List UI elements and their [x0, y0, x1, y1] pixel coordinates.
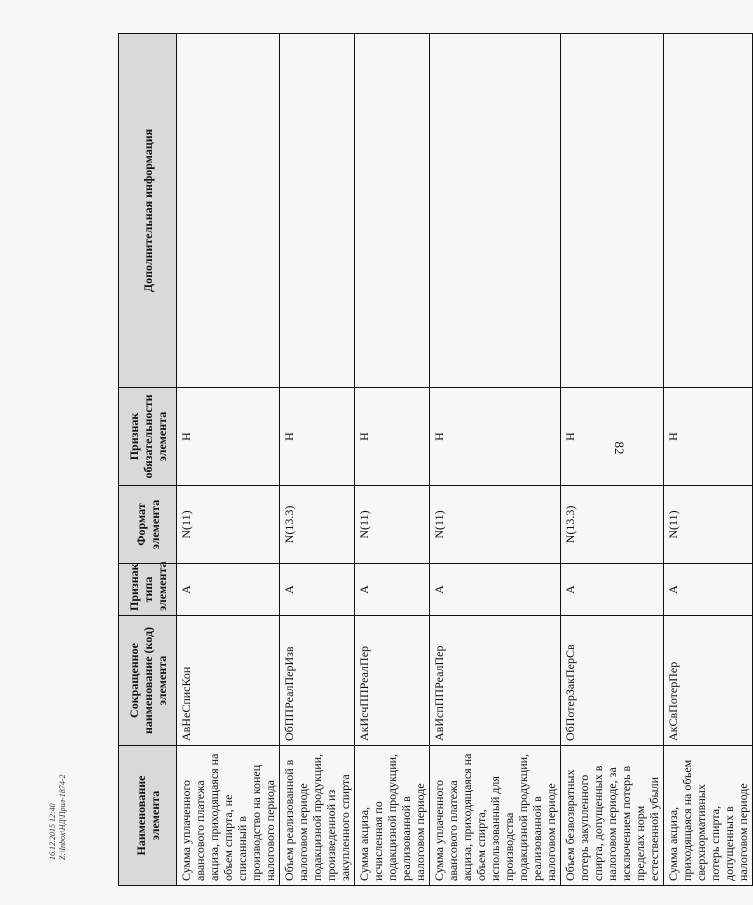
cell-required: Н: [177, 388, 280, 486]
cell-type: А: [561, 564, 664, 616]
cell-info: [561, 34, 664, 388]
cell-type: А: [355, 564, 430, 616]
cell-required: Н: [355, 388, 430, 486]
table-row: [177, 34, 280, 886]
cell-format: N(13.3): [561, 486, 664, 564]
cell-code: ОбПотерЗакПерСв: [561, 616, 664, 746]
header-required: Признак обязательности элемента: [119, 388, 177, 486]
header-name: Наименование элемента: [119, 746, 177, 886]
cell-required: Н: [664, 388, 753, 486]
cell-name: Сумма уплаченного авансового платежа акциза, приходящаяся на объем спирта, не списанный в производство на конец налогового периода: [177, 746, 280, 886]
table-row: [355, 34, 430, 886]
cell-info: [280, 34, 355, 388]
cell-info: [355, 34, 430, 388]
cell-format: N(11): [177, 486, 280, 564]
footer-timestamp: 16.12.2015 12:40: [48, 803, 57, 860]
cell-type: А: [177, 564, 280, 616]
cell-format: N(11): [664, 486, 753, 564]
table-row: [561, 34, 664, 886]
cell-name: Сумма акциза, приходящаяся на объем сверхнормативных потерь спирта, допущенных в налоговом периоде: [664, 746, 753, 886]
cell-code: АкСвПотерПер: [664, 616, 753, 746]
cell-code: АвИспППРеалПер: [430, 616, 561, 746]
cell-name: Сумма уплаченного авансового платежа акциза, приходящаяся на объем спирта, использованный для производства подакцизной продукции, реализованной в налоговом периоде: [430, 746, 561, 886]
header-info: Дополнительная информация: [119, 34, 177, 388]
cell-info: [177, 34, 280, 388]
cell-format: N(13.3): [280, 486, 355, 564]
header-type: Признак типа элемента: [119, 564, 177, 616]
cell-format: N(11): [355, 486, 430, 564]
cell-type: А: [280, 564, 355, 616]
cell-required: Н: [280, 388, 355, 486]
page-number: 82: [612, 441, 627, 455]
table-row: [664, 34, 753, 886]
cell-format: N(11): [430, 486, 561, 564]
header-row: [119, 34, 177, 886]
cell-required: Н: [430, 388, 561, 486]
cell-type: А: [430, 564, 561, 616]
cell-name: Объем реализованной в налоговом периоде подакцизной продукции, произведенной из закупленного спирта: [280, 746, 355, 886]
cell-info: [430, 34, 561, 388]
file-footer: [48, 720, 68, 860]
cell-info: [664, 34, 753, 388]
header-code: Сокращенное наименование (код) элемента: [119, 616, 177, 746]
cell-code: ОбППРеалПерИзв: [280, 616, 355, 746]
cell-name: Сумма акциза, исчисленная по подакцизной продукции, реализованной в налоговом периоде: [355, 746, 430, 886]
header-format: Формат элемента: [119, 486, 177, 564]
cell-code: АвНеСписКон: [177, 616, 280, 746]
table-row: [280, 34, 355, 886]
table-row: [430, 34, 561, 886]
cell-name: Объем безвозвратных потерь закупленного спирта, допущенных в налоговом периоде, за исключением потерь в пределах норм естественной убыли: [561, 746, 664, 886]
cell-required: Н: [561, 388, 664, 486]
cell-code: АкИсчППРеалПер: [355, 616, 430, 746]
footer-path: Z:\Inbox\НД\Прил-1874-2: [58, 774, 67, 860]
cell-type: А: [664, 564, 753, 616]
elements-table: [118, 33, 753, 886]
